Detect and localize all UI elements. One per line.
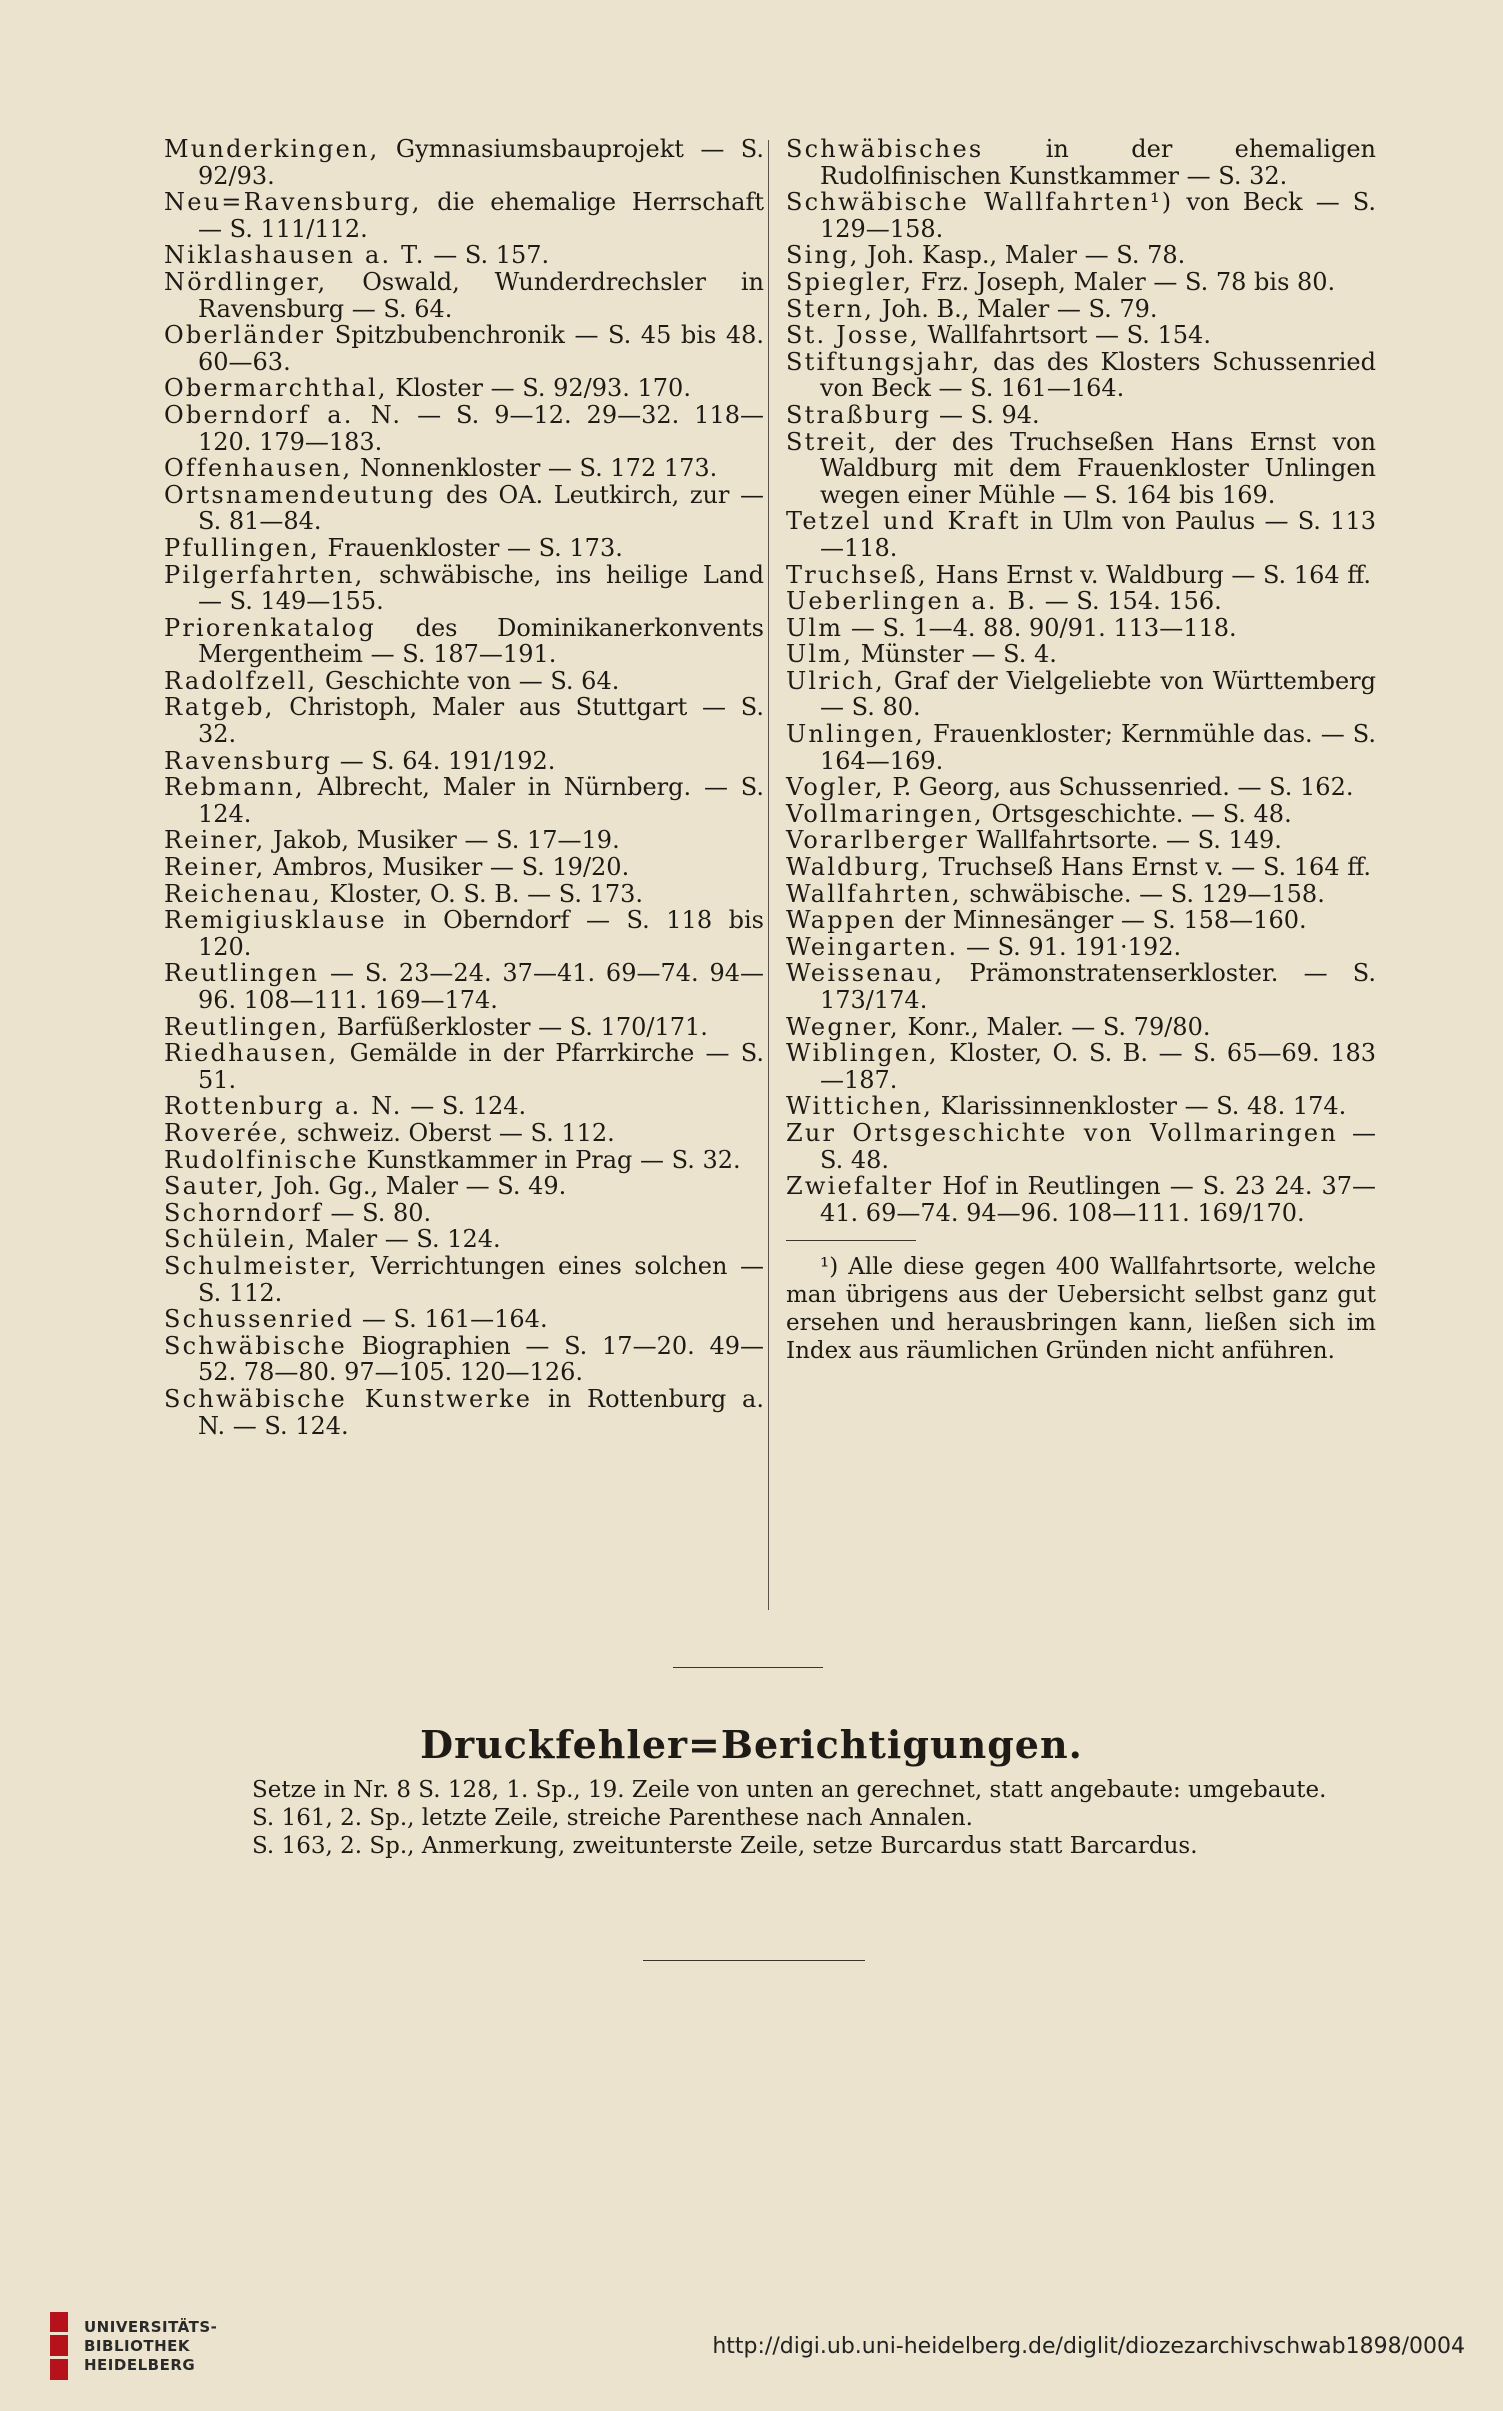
index-entry-reference: Gymnasiumsbauprojekt — S. 92/93. [198, 135, 764, 190]
index-entry-heading: Rottenburg a. N. [164, 1092, 403, 1121]
index-entry-heading: Waldburg, [786, 853, 932, 882]
index-entry [786, 668, 1376, 721]
index-entry-reference: Barfüßerkloster — S. 170/171. [329, 1012, 708, 1041]
bottom-separator [643, 1960, 865, 1961]
index-entry-reference: Frauenkloster; Kernmühle das. — S. 164—169. [820, 720, 1376, 775]
index-entry-heading: Reutlingen [164, 959, 320, 988]
index-entry [164, 189, 764, 242]
index-entry-reference: Joh. Kasp., Maler — S. 78. [859, 241, 1186, 270]
index-entry-heading: Wittichen, [786, 1092, 934, 1121]
index-entry-reference: — S. 23—24. 37—41. 69—74. 94—96. 108—111. 169—174. [198, 959, 764, 1014]
index-entry-heading: Rebmann, [164, 773, 305, 802]
index-entry-reference: Biographien — S. 17—20. 49—52. 78—80. 97—105. 120—126. [198, 1331, 764, 1387]
index-entry-reference: — S. 48. [820, 1118, 1376, 1174]
index-entry-reference: Frauenkloster — S. 173. [319, 533, 623, 562]
index-entry-heading: Offenhausen, [164, 454, 353, 483]
index-entry-heading: Vollmaringen, [786, 799, 984, 828]
index-entry [164, 269, 764, 322]
index-entry-reference: Nonnenkloster — S. 172 173. [352, 454, 718, 483]
index-entry [786, 1014, 1376, 1041]
index-entry [786, 801, 1376, 828]
index-entry-heading: Munderkingen, [164, 135, 380, 163]
index-entry-heading: Nördlinger, [164, 267, 328, 296]
column-divider [768, 140, 769, 1610]
index-entry-heading: Pilgerfahrten, [164, 560, 365, 589]
index-entry-reference: — S. 157. [425, 241, 550, 270]
index-entry-reference: Ambros, Musiker — S. 19/20. [265, 853, 630, 882]
index-entry-reference: von Beck — S. 129—158. [820, 188, 1376, 243]
index-entry [164, 242, 764, 269]
index-entry [164, 455, 764, 482]
index-entry [164, 402, 764, 455]
index-entry [164, 1333, 764, 1386]
index-entry [786, 402, 1376, 429]
index-entry [164, 1120, 764, 1147]
index-entry-heading: Oberländer [164, 321, 326, 350]
index-entry [786, 827, 1376, 854]
index-entry [164, 1040, 764, 1093]
index-entry-heading: Schwäbische [164, 1331, 347, 1360]
index-entry-heading: Ratgeb, [164, 693, 275, 722]
logo-line: UNIVERSITÄTS- [84, 2317, 218, 2336]
index-entry [164, 1014, 764, 1041]
index-entry-reference: schweiz. Oberst — S. 112. [289, 1118, 615, 1147]
index-entry-reference: Maler — S. 124. [297, 1225, 501, 1254]
index-entry [786, 562, 1376, 589]
index-entry-heading: Pfullingen, [164, 533, 320, 562]
index-entry-reference: Graf der Vielgeliebte von Württemberg — S. 80. [820, 666, 1376, 722]
index-entry [786, 854, 1376, 881]
index-entry [164, 827, 764, 854]
index-entry-heading: Roverée, [164, 1118, 290, 1147]
library-logo-mark-icon [50, 2312, 68, 2380]
index-entry-reference: — S. 161—164. [354, 1305, 548, 1334]
index-entry [164, 1226, 764, 1253]
index-entry [786, 1173, 1376, 1226]
index-entry-reference: schwäbische, ins heilige Land — S. 149—155. [198, 560, 764, 616]
index-entry-heading: Zur Ortsgeschichte von Vollmaringen [786, 1118, 1338, 1147]
index-entry-reference: Prämonstratenserkloster. — S. 173/174. [820, 959, 1376, 1014]
index-entry-heading: Reiner, [164, 826, 266, 855]
index-entry-reference: Wallfahrtsorte. — S. 149. [969, 826, 1282, 855]
index-entry-reference: Kunstkammer in Prag — S. 32. [358, 1145, 741, 1174]
index-entry-heading: Wappen [786, 906, 897, 935]
index-entry [164, 854, 764, 881]
index-entry [786, 429, 1376, 509]
index-entry-heading: Riedhausen, [164, 1039, 339, 1068]
index-entry-heading: Rudolfinische [164, 1145, 359, 1174]
index-entry-heading: Ulm, [786, 640, 854, 669]
index-entry-heading: Schülein, [164, 1225, 298, 1254]
index-entry-reference: schwäbische. — S. 129—158. [961, 879, 1325, 908]
errata-block [252, 1776, 1372, 1860]
index-entry [786, 588, 1376, 615]
index-entry [164, 1173, 764, 1200]
index-entry-reference: in Rottenburg a. N. — S. 124. [198, 1384, 764, 1440]
index-entry [164, 1093, 764, 1120]
index-entry-reference: Konr., Maler. — S. 79/80. [899, 1012, 1211, 1041]
index-entry [786, 242, 1376, 269]
index-entry-heading: Obermarchthal, [164, 374, 388, 403]
index-entry [164, 1253, 764, 1306]
index-entry-heading: Reichenau, [164, 879, 322, 908]
index-entry [786, 269, 1376, 296]
index-entry-reference: in Ulm von Paulus — S. 113—118. [820, 507, 1376, 562]
index-entry-heading: Priorenkatalog [164, 613, 376, 642]
index-entry-heading: Neu=Ravensburg, [164, 188, 422, 217]
index-entry [786, 189, 1376, 242]
index-entry-reference: P. Georg, aus Schussenried. — S. 162. [884, 773, 1354, 802]
source-url-link[interactable]: http://digi.ub.uni-heidelberg.de/diglit/diozezarchivschwab1898/0004 [712, 2334, 1465, 2359]
index-entry-heading: Schwäbisches [786, 135, 984, 163]
index-entry [164, 375, 764, 402]
index-entry-reference: Hans Ernst v. Waldburg — S. 164 ff. [927, 560, 1372, 589]
library-logo [50, 2312, 217, 2380]
index-entry-heading: Stern, [786, 294, 875, 323]
index-entry-heading: Weingarten. [786, 932, 959, 961]
index-entry-reference: das des Klosters Schussenried von Beck — S. 161—164. [820, 347, 1376, 403]
index-entry [786, 615, 1376, 642]
index-entry-reference: in der ehemaligen Rudolfinischen Kunstkammer — S. 32. [820, 135, 1376, 190]
logo-line: HEIDELBERG [84, 2355, 196, 2374]
index-entry-reference: Münster — S. 4. [853, 640, 1057, 669]
index-entry-heading: Weissenau, [786, 959, 945, 988]
index-entry-heading: Remigiusklause [164, 906, 387, 935]
index-entry [164, 881, 764, 908]
index-entry [164, 322, 764, 375]
index-entry-reference: — S. 9—12. 29—32. 118—120. 179—183. [198, 400, 764, 456]
index-entry [164, 774, 764, 827]
index-entry-heading: Ulm [786, 613, 844, 642]
index-entry [164, 535, 764, 562]
index-entry-reference: — S. 124. [402, 1092, 527, 1121]
index-entry-heading: Truchseß, [786, 560, 928, 589]
index-entry-reference: Geschichte von — S. 64. [317, 666, 620, 695]
index-entry-reference: Truchseß Hans Ernst v. — S. 164 ff. [931, 853, 1372, 882]
index-entry [786, 774, 1376, 801]
index-entry-heading: Ulrich, [786, 666, 885, 695]
index-entry-reference: Verrichtungen eines solchen — S. 112. [198, 1251, 764, 1307]
index-entry-heading: Wallfahrten, [786, 879, 962, 908]
index-entry-heading: Vogler, [786, 773, 885, 802]
index-entry [786, 721, 1376, 774]
index-entry-heading: Sauter, [164, 1172, 266, 1201]
index-entry-heading: Wegner, [786, 1012, 900, 1041]
index-entry-reference: Ortsgeschichte. — S. 48. [983, 799, 1292, 828]
index-entry [786, 1120, 1376, 1173]
index-entry-reference: Kloster — S. 92/93. 170. [387, 374, 691, 403]
index-entry-heading: Wiblingen, [786, 1039, 939, 1068]
index-entry-heading: Straßburg [786, 400, 932, 429]
footnote-rule [786, 1240, 916, 1241]
index-entry-heading: Niklashausen a. T. [164, 241, 426, 270]
index-entries-right [786, 136, 1376, 1226]
index-entry-reference: — S. 154. 156. [1037, 587, 1222, 616]
index-entry-reference: Spitzbubenchronik — S. 45 bis 48. 60—63. [198, 321, 764, 376]
index-entry-reference: Frz. Joseph, Maler — S. 78 bis 80. [913, 267, 1336, 296]
index-entry-reference: Wallfahrtsort — S. 154. [919, 321, 1211, 350]
index-entry-heading: Ueberlingen a. B. [786, 587, 1038, 616]
index-entry-heading: Zwiefalter [786, 1172, 934, 1201]
index-entry-reference: in Oberndorf — S. 118 bis 120. [198, 906, 764, 961]
index-entry-reference: — S. 91. 191·192. [958, 932, 1182, 961]
index-entry [164, 668, 764, 695]
index-entry-heading: Vorarlberger [786, 826, 969, 855]
index-entry-heading: Ortsnamendeutung [164, 480, 436, 509]
index-entry-heading: Tetzel und Kraft [786, 507, 1021, 536]
index-entry-reference: — S. 94. [931, 400, 1040, 429]
index-entry-reference: Jakob, Musiker — S. 17—19. [265, 826, 620, 855]
index-entry [164, 615, 764, 668]
index-entry [164, 748, 764, 775]
index-entry-reference: Gemälde in der Pfarrkirche — S. 51. [198, 1039, 764, 1094]
index-entry-heading: Schussenried [164, 1305, 355, 1334]
index-entry [786, 1093, 1376, 1120]
index-entry-heading: Stiftungsjahr, [786, 347, 982, 376]
index-entry-heading: Schwäbische Wallfahrten¹) [786, 188, 1174, 217]
index-entry [786, 907, 1376, 934]
index-entry-reference: der Minnesänger — S. 158—160. [896, 906, 1307, 935]
index-entry [164, 694, 764, 747]
index-entry-heading: Schulmeister, [164, 1251, 359, 1280]
section-separator [673, 1667, 823, 1668]
footnote-text: ¹) Alle diese gegen 400 Wallfahrtsorte, welche man übrigens aus der Uebersicht selbst ganz gut ersehen und herausbringen kann, ließen sich im Index aus räumlichen Gründen nicht anführen. [786, 1254, 1376, 1365]
index-entry-heading: Unlingen, [786, 720, 925, 749]
index-entry-reference: Kloster, O. S. B. — S. 65—69. 183—187. [820, 1039, 1376, 1094]
index-entry [786, 322, 1376, 349]
errata-line: S. 161, 2. Sp., letzte Zeile, streiche Parenthese nach Annalen. [252, 1805, 973, 1831]
index-entry [164, 960, 764, 1013]
index-entry-heading: Radolfzell, [164, 666, 318, 695]
index-entry-heading: Schorndorf [164, 1198, 323, 1227]
index-entry-reference: Hof in Reutlingen — S. 23 24. 37—41. 69—74. 94—96. 108—111. 169/170. [820, 1172, 1376, 1227]
index-entry [786, 296, 1376, 323]
index-entry-heading: Reiner, [164, 853, 266, 882]
index-column-right [786, 136, 1376, 1365]
index-entry-reference: des Dominikanerkonvents Mergentheim — S. 187—191. [198, 613, 764, 669]
index-column-left [164, 136, 764, 1439]
errata-line: Setze in Nr. 8 S. 128, 1. Sp., 19. Zeile von unten an gerechnet, statt angebaute: umgebaute. [252, 1777, 1327, 1803]
index-entry-heading: Schwäbische Kunstwerke [164, 1384, 533, 1413]
index-entry [786, 1040, 1376, 1093]
index-entry-heading: Ravensburg [164, 746, 333, 775]
index-entry [164, 482, 764, 535]
index-entry-reference: die ehemalige Herrschaft — S. 111/112. [198, 188, 764, 243]
index-entry-reference: Joh. B., Maler — S. 79. [874, 294, 1158, 323]
index-entry-reference: Joh. Gg., Maler — S. 49. [265, 1172, 567, 1201]
index-entry-heading: Oberndorf a. N. [164, 400, 403, 429]
index-entry [164, 1200, 764, 1227]
index-entry-heading: St. Josse, [786, 321, 920, 350]
index-entry [164, 1386, 764, 1439]
index-entry [786, 136, 1376, 189]
index-entry-reference: der des Truchseßen Hans Ernst von Waldburg mit dem Frauenkloster Unlingen wegen einer Mühle — S. 164 bis 169. [820, 427, 1376, 509]
index-entry-heading: Sing, [786, 241, 860, 270]
index-entry-reference: des OA. Leutkirch, zur — S. 81—84. [198, 480, 764, 536]
index-entry [164, 1306, 764, 1333]
index-entry-heading: Spiegler, [786, 267, 914, 296]
index-entry-reference: — S. 80. [322, 1198, 432, 1227]
index-entry [164, 1147, 764, 1174]
index-entry [164, 562, 764, 615]
index-entry [164, 136, 764, 189]
logo-line: BIBLIOTHEK [84, 2336, 190, 2355]
index-entry [164, 907, 764, 960]
index-entry [786, 960, 1376, 1013]
index-entry [786, 349, 1376, 402]
index-entry-reference: Klarissinnenkloster — S. 48. 174. [933, 1092, 1347, 1121]
index-entry [786, 934, 1376, 961]
index-entry-reference: Kloster, O. S. B. — S. 173. [321, 879, 644, 908]
index-entry-reference: Christoph, Maler aus Stuttgart — S. 32. [198, 693, 764, 749]
index-entry-heading: Reutlingen, [164, 1012, 330, 1041]
errata-line: S. 163, 2. Sp., Anmerkung, zweitunterste Zeile, setze Burcardus statt Barcardus. [252, 1833, 1198, 1859]
index-entry [786, 881, 1376, 908]
index-entry-reference: Oswald, Wunderdrechsler in Ravensburg — S. 64. [198, 267, 764, 323]
index-entry [786, 641, 1376, 668]
index-entry [786, 508, 1376, 561]
index-entry-heading: Streit, [786, 427, 879, 456]
index-entry-reference: Albrecht, Maler in Nürnberg. — S. 124. [198, 773, 764, 828]
errata-heading: Druckfehler=Berichtigungen. [420, 1722, 1083, 1767]
index-entry-reference: — S. 64. 191/192. [332, 746, 556, 775]
index-entry-reference: — S. 1—4. 88. 90/91. 113—118. [843, 613, 1237, 642]
